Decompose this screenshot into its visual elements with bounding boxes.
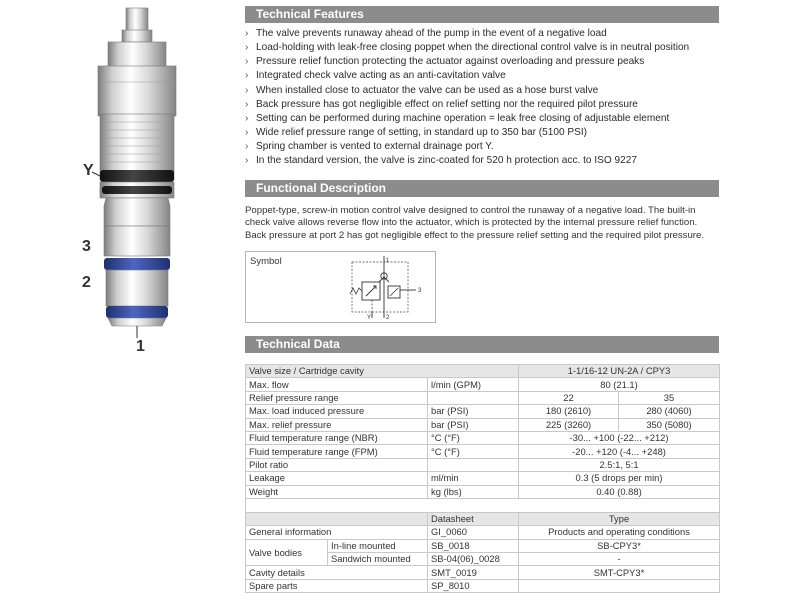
row-unit: kg (lbs) [428, 485, 519, 498]
technical-data-section [245, 336, 719, 593]
feature-item: › In the standard version, the valve is zinc-coated for 520 h protection acc. to ISO 9227 [245, 154, 719, 168]
docs-header-type: Type [519, 512, 720, 525]
doc-type: SMT-CPY3* [519, 566, 720, 579]
feature-item: › Load-holding with leak-free closing poppet when the directional control valve is in neutral position [245, 41, 719, 55]
row-unit: °C (°F) [428, 445, 519, 458]
doc-datasheet: SP_8010 [428, 579, 519, 592]
doc-label: Cavity details [246, 566, 428, 579]
feature-item: › Spring chamber is vented to external drainage port Y. [245, 140, 719, 154]
table-row [246, 539, 720, 552]
technical-features-section [245, 6, 719, 169]
technical-data-table [245, 364, 720, 593]
table-row [246, 405, 720, 418]
row-unit: °C (°F) [428, 431, 519, 444]
docs-header-datasheet: Datasheet [428, 512, 519, 525]
row-label: Valve size / Cartridge cavity [246, 365, 519, 378]
functional-description-text: Poppet-type, screw-in motion control valve designed to control the runaway of a negative load. The built-in check valve allows reverse flow into the actuator, which is protected by the internal pressure relief function. Back pressure at port 2 has got negligible effect to the pressure relief setting and the required pilot pressure. [245, 205, 704, 241]
doc-datasheet: GI_0060 [428, 526, 519, 539]
row-label: Fluid temperature range (FPM) [246, 445, 428, 458]
doc-label: Valve bodies [246, 539, 328, 566]
doc-label: General information [246, 526, 428, 539]
row-label: Pilot ratio [246, 458, 428, 471]
valve-cartridge-drawing [70, 0, 230, 600]
feature-item: › The valve prevents runaway ahead of the pump in the event of a negative load [245, 27, 719, 41]
row-value: 180 (2610) [519, 405, 619, 418]
doc-type: Products and operating conditions [519, 526, 720, 539]
doc-sublabel: In-line mounted [328, 539, 428, 552]
feature-item: › Back pressure has got negligible effect on relief setting nor the required pilot pressure [245, 98, 719, 112]
table-row [246, 579, 720, 592]
row-unit: bar (PSI) [428, 418, 519, 431]
row-value: -20... +120 (-4... +248) [519, 445, 720, 458]
section-header-technical-data: Technical Data [245, 336, 719, 353]
row-label: Max. load induced pressure [246, 405, 428, 418]
row-value: 0.3 (5 drops per min) [519, 472, 720, 485]
table-row [246, 431, 720, 444]
doc-type: SB-CPY3* [519, 539, 720, 552]
feature-item: › Pressure relief function protecting the actuator against overloading and pressure peaks [245, 55, 719, 69]
symbol-port-2: 2 [386, 315, 390, 321]
table-row [246, 472, 720, 485]
docs-header-row [246, 512, 720, 525]
feature-item: › Integrated check valve acting as an anti-cavitation valve [245, 69, 719, 83]
table-spacer-row [246, 498, 720, 512]
feature-item: › Setting can be performed during machine operation = leak free closing of adjustable element [245, 112, 719, 126]
functional-description-section [245, 180, 719, 323]
table-row [246, 485, 720, 498]
row-value: 225 (3260) [519, 418, 619, 431]
valve-illustration [70, 0, 230, 600]
features-list [245, 27, 719, 169]
symbol-box [245, 251, 436, 323]
row-label: Fluid temperature range (NBR) [246, 431, 428, 444]
row-label: Max. relief pressure [246, 418, 428, 431]
row-unit [428, 458, 519, 471]
symbol-port-1: 1 [385, 258, 389, 265]
symbol-port-3: 3 [418, 288, 422, 295]
row-unit [428, 391, 519, 404]
row-label: Max. flow [246, 378, 428, 391]
doc-type: - [519, 553, 720, 566]
row-value: 280 (4060) [619, 405, 720, 418]
doc-label: Spare parts [246, 579, 428, 592]
doc-datasheet: SB_0018 [428, 539, 519, 552]
port-label-2: 2 [82, 274, 91, 291]
row-label: Relief pressure range [246, 391, 428, 404]
table-row [246, 418, 720, 431]
row-value: 350 (5080) [619, 418, 720, 431]
doc-type [519, 579, 720, 592]
row-value: 1-1/16-12 UN-2A / CPY3 [519, 365, 720, 378]
port-label-1: 1 [136, 338, 145, 355]
row-unit: l/min (GPM) [428, 378, 519, 391]
table-row [246, 566, 720, 579]
row-value: 2.5:1, 5:1 [519, 458, 720, 471]
doc-sublabel: Sandwich mounted [328, 553, 428, 566]
row-value: 35 [619, 391, 720, 404]
table-row [246, 391, 720, 404]
doc-datasheet: SB-04(06)_0028 [428, 553, 519, 566]
row-label: Leakage [246, 472, 428, 485]
table-row [246, 458, 720, 471]
table-row [246, 526, 720, 539]
port-label-3: 3 [82, 238, 91, 255]
row-value: 80 (21.1) [519, 378, 720, 391]
row-value: 22 [519, 391, 619, 404]
doc-datasheet: SMT_0019 [428, 566, 519, 579]
row-label: Weight [246, 485, 428, 498]
symbol-label: Symbol [250, 256, 282, 268]
port-label-y: Y [83, 162, 94, 179]
symbol-port-y: Y [367, 315, 372, 321]
row-value: 0.40 (0.88) [519, 485, 720, 498]
section-header-technical-features: Technical Features [245, 6, 719, 23]
table-row [246, 365, 720, 378]
table-row [246, 445, 720, 458]
hydraulic-symbol-diagram [342, 256, 434, 320]
row-unit: bar (PSI) [428, 405, 519, 418]
section-header-functional-description: Functional Description [245, 180, 719, 197]
table-row [246, 378, 720, 391]
row-unit: ml/min [428, 472, 519, 485]
feature-item: › Wide relief pressure range of setting, in standard up to 350 bar (5100 PSI) [245, 126, 719, 140]
row-value: -30... +100 (-22... +212) [519, 431, 720, 444]
feature-item: › When installed close to actuator the valve can be used as a hose burst valve [245, 84, 719, 98]
